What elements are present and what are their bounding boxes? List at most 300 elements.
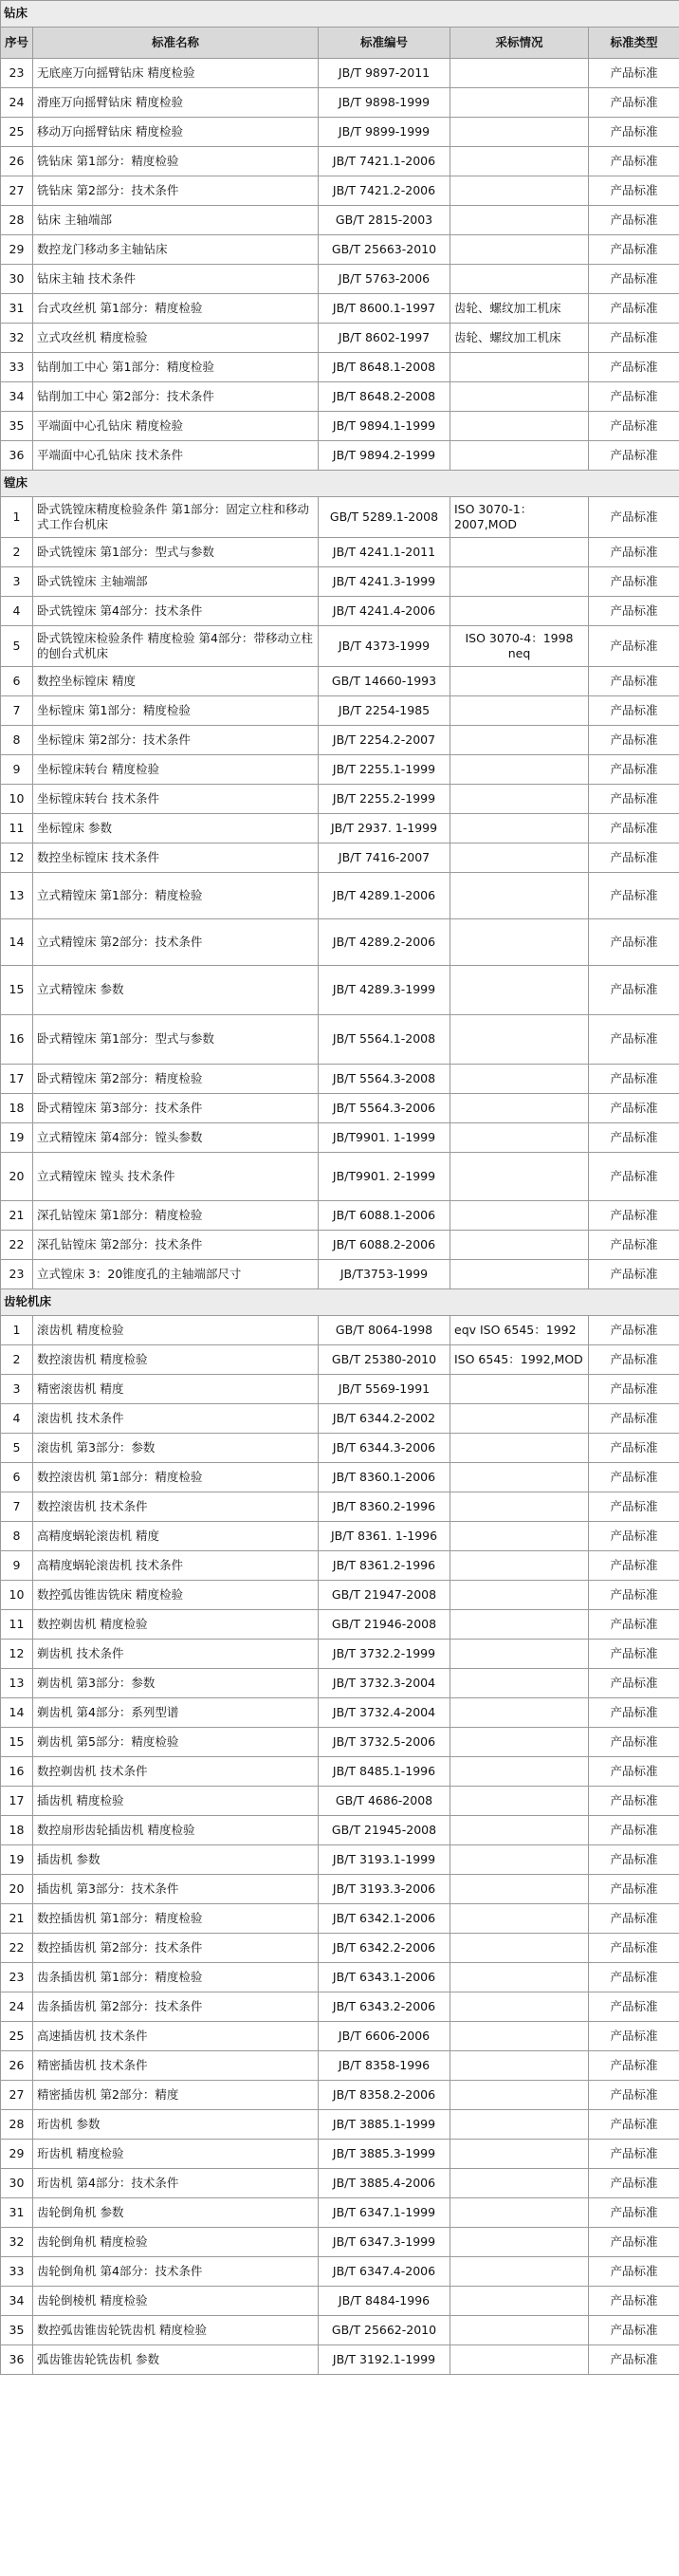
standard-type-cell: 产品标准 xyxy=(589,919,679,966)
column-header: 采标情况 xyxy=(450,28,589,59)
row-number-cell: 10 xyxy=(1,1581,33,1610)
adoption-cell: ISO 3070-1：2007,MOD xyxy=(450,497,589,538)
adoption-cell xyxy=(450,118,589,147)
adoption-cell xyxy=(450,2257,589,2287)
row-number-cell: 13 xyxy=(1,873,33,919)
standard-name-cell: 数控弧齿锥齿轮铣齿机 精度检验 xyxy=(33,2316,319,2345)
standard-type-cell: 产品标准 xyxy=(589,235,679,265)
row-number-cell: 17 xyxy=(1,1065,33,1094)
standard-type-cell: 产品标准 xyxy=(589,785,679,814)
table-row xyxy=(1,2051,679,2081)
row-number-cell: 26 xyxy=(1,2051,33,2081)
standard-name-cell: 齿轮倒角机 参数 xyxy=(33,2198,319,2228)
standard-name-cell: 齿轮倒角机 精度检验 xyxy=(33,2228,319,2257)
standard-type-cell: 产品标准 xyxy=(589,1992,679,2022)
standard-type-cell: 产品标准 xyxy=(589,755,679,785)
standard-type-cell: 产品标准 xyxy=(589,1153,679,1201)
table-row xyxy=(1,538,679,567)
standard-code-cell: GB/T 2815-2003 xyxy=(319,206,450,235)
standard-type-cell: 产品标准 xyxy=(589,1316,679,1345)
standard-type-cell: 产品标准 xyxy=(589,1463,679,1492)
standard-type-cell: 产品标准 xyxy=(589,873,679,919)
adoption-cell xyxy=(450,1015,589,1065)
adoption-cell xyxy=(450,441,589,471)
standard-code-cell: JB/T 3732.4-2004 xyxy=(319,1698,450,1728)
standard-name-cell: 立式攻丝机 精度检验 xyxy=(33,324,319,353)
row-number-cell: 19 xyxy=(1,1845,33,1875)
row-number-cell: 17 xyxy=(1,1787,33,1816)
standard-name-cell: 平端面中心孔钻床 精度检验 xyxy=(33,412,319,441)
standard-code-cell: JB/T 2255.2-1999 xyxy=(319,785,450,814)
row-number-cell: 30 xyxy=(1,2169,33,2198)
adoption-cell xyxy=(450,1963,589,1992)
standard-type-cell: 产品标准 xyxy=(589,1757,679,1787)
section-title: 镗床 xyxy=(1,471,679,497)
row-number-cell: 5 xyxy=(1,626,33,667)
standard-code-cell: JB/T 6344.3-2006 xyxy=(319,1434,450,1463)
standard-type-cell: 产品标准 xyxy=(589,2051,679,2081)
standard-code-cell: GB/T 21946-2008 xyxy=(319,1610,450,1640)
standard-type-cell: 产品标准 xyxy=(589,1669,679,1698)
standard-code-cell: JB/T 8600.1-1997 xyxy=(319,294,450,324)
table-row xyxy=(1,1434,679,1463)
standard-name-cell: 卧式铣镗床 主轴端部 xyxy=(33,567,319,597)
column-header: 标准编号 xyxy=(319,28,450,59)
standard-code-cell: JB/T 5564.3-2008 xyxy=(319,1065,450,1094)
table-row xyxy=(1,1375,679,1404)
table-row xyxy=(1,2140,679,2169)
standard-code-cell: JB/T 8361. 1-1996 xyxy=(319,1522,450,1551)
standard-name-cell: 卧式铣镗床精度检验条件 第1部分：固定立柱和移动式工作台机床 xyxy=(33,497,319,538)
standard-type-cell: 产品标准 xyxy=(589,1522,679,1551)
standard-code-cell: JB/T3753-1999 xyxy=(319,1260,450,1289)
adoption-cell xyxy=(450,2287,589,2316)
standard-name-cell: 台式攻丝机 第1部分：精度检验 xyxy=(33,294,319,324)
standard-type-cell: 产品标准 xyxy=(589,147,679,176)
adoption-cell xyxy=(450,1522,589,1551)
standard-type-cell: 产品标准 xyxy=(589,1065,679,1094)
standard-code-cell: JB/T 6344.2-2002 xyxy=(319,1404,450,1434)
standard-type-cell: 产品标准 xyxy=(589,497,679,538)
row-number-cell: 1 xyxy=(1,1316,33,1345)
standard-type-cell: 产品标准 xyxy=(589,206,679,235)
standard-code-cell: JB/T 3732.2-1999 xyxy=(319,1640,450,1669)
standard-type-cell: 产品标准 xyxy=(589,1094,679,1123)
standard-name-cell: 齿条插齿机 第2部分：技术条件 xyxy=(33,1992,319,2022)
standard-code-cell: JB/T 9898-1999 xyxy=(319,88,450,118)
standard-code-cell: JB/T 4289.3-1999 xyxy=(319,966,450,1015)
standard-name-cell: 立式镗床 3：20锥度孔的主轴端部尺寸 xyxy=(33,1260,319,1289)
standard-name-cell: 无底座万向摇臂钻床 精度检验 xyxy=(33,59,319,88)
standard-code-cell: JB/T 3885.4-2006 xyxy=(319,2169,450,2198)
standard-name-cell: 剃齿机 第4部分：系列型谱 xyxy=(33,1698,319,1728)
adoption-cell xyxy=(450,2228,589,2257)
adoption-cell xyxy=(450,1094,589,1123)
table-row xyxy=(1,118,679,147)
row-number-cell: 18 xyxy=(1,1094,33,1123)
standard-name-cell: 珩齿机 精度检验 xyxy=(33,2140,319,2169)
standard-code-cell: JB/T 8358-1996 xyxy=(319,2051,450,2081)
standard-name-cell: 钻削加工中心 第2部分：技术条件 xyxy=(33,382,319,412)
standard-name-cell: 坐标镗床 参数 xyxy=(33,814,319,843)
table-row xyxy=(1,1551,679,1581)
adoption-cell xyxy=(450,755,589,785)
adoption-cell xyxy=(450,1728,589,1757)
standard-type-cell: 产品标准 xyxy=(589,843,679,873)
standard-type-cell: 产品标准 xyxy=(589,353,679,382)
standard-name-cell: 立式精镗床 第1部分：精度检验 xyxy=(33,873,319,919)
standard-code-cell: JB/T 4241.1-2011 xyxy=(319,538,450,567)
standard-code-cell: GB/T 14660-1993 xyxy=(319,667,450,696)
table-row xyxy=(1,441,679,471)
standard-name-cell: 滚齿机 技术条件 xyxy=(33,1404,319,1434)
adoption-cell: eqv ISO 6545：1992 xyxy=(450,1316,589,1345)
standard-code-cell: JB/T 6347.1-1999 xyxy=(319,2198,450,2228)
row-number-cell: 18 xyxy=(1,1816,33,1845)
adoption-cell xyxy=(450,597,589,626)
adoption-cell xyxy=(450,2140,589,2169)
standard-type-cell: 产品标准 xyxy=(589,1492,679,1522)
row-number-cell: 35 xyxy=(1,412,33,441)
standard-name-cell: 精密滚齿机 精度 xyxy=(33,1375,319,1404)
standard-type-cell: 产品标准 xyxy=(589,667,679,696)
table-row xyxy=(1,2257,679,2287)
row-number-cell: 28 xyxy=(1,206,33,235)
standard-code-cell: JB/T 3193.1-1999 xyxy=(319,1845,450,1875)
row-number-cell: 26 xyxy=(1,147,33,176)
standard-name-cell: 数控扇形齿轮插齿机 精度检验 xyxy=(33,1816,319,1845)
adoption-cell xyxy=(450,567,589,597)
row-number-cell: 25 xyxy=(1,118,33,147)
standard-type-cell: 产品标准 xyxy=(589,2287,679,2316)
table-row xyxy=(1,1698,679,1728)
adoption-cell xyxy=(450,1260,589,1289)
adoption-cell xyxy=(450,1934,589,1963)
standard-type-cell: 产品标准 xyxy=(589,1963,679,1992)
standard-name-cell: 数控龙门移动多主轴钻床 xyxy=(33,235,319,265)
table-row xyxy=(1,382,679,412)
adoption-cell xyxy=(450,2198,589,2228)
standard-code-cell: JB/T 6342.2-2006 xyxy=(319,1934,450,1963)
adoption-cell xyxy=(450,1875,589,1904)
adoption-cell xyxy=(450,1492,589,1522)
adoption-cell xyxy=(450,1463,589,1492)
row-number-cell: 16 xyxy=(1,1015,33,1065)
table-row xyxy=(1,597,679,626)
adoption-cell xyxy=(450,2110,589,2140)
standard-code-cell: JB/T 8358.2-2006 xyxy=(319,2081,450,2110)
standard-code-cell: JB/T 4241.3-1999 xyxy=(319,567,450,597)
standard-name-cell: 滑座万向摇臂钻床 精度检验 xyxy=(33,88,319,118)
standard-name-cell: 滚齿机 精度检验 xyxy=(33,1316,319,1345)
row-number-cell: 11 xyxy=(1,1610,33,1640)
adoption-cell xyxy=(450,382,589,412)
standard-code-cell: JB/T 6347.4-2006 xyxy=(319,2257,450,2287)
standard-name-cell: 立式精镗床 参数 xyxy=(33,966,319,1015)
standard-name-cell: 剃齿机 第3部分：参数 xyxy=(33,1669,319,1698)
standard-name-cell: 坐标镗床 第1部分：精度检验 xyxy=(33,696,319,726)
standard-code-cell: JB/T 4289.1-2006 xyxy=(319,873,450,919)
table-row xyxy=(1,567,679,597)
standard-name-cell: 插齿机 参数 xyxy=(33,1845,319,1875)
table-row xyxy=(1,1934,679,1963)
adoption-cell xyxy=(450,176,589,206)
adoption-cell xyxy=(450,1434,589,1463)
standard-code-cell: JB/T 2937. 1-1999 xyxy=(319,814,450,843)
table-row xyxy=(1,696,679,726)
row-number-cell: 21 xyxy=(1,1904,33,1934)
standard-code-cell: JB/T 3193.3-2006 xyxy=(319,1875,450,1904)
adoption-cell: 齿轮、螺纹加工机床 xyxy=(450,324,589,353)
row-number-cell: 15 xyxy=(1,966,33,1015)
standard-name-cell: 卧式铣镗床检验条件 精度检验 第4部分：带移动立柱的刨台式机床 xyxy=(33,626,319,667)
standard-type-cell: 产品标准 xyxy=(589,2140,679,2169)
row-number-cell: 3 xyxy=(1,567,33,597)
standards-table-body xyxy=(1,1,679,2375)
standard-code-cell: GB/T 21945-2008 xyxy=(319,1816,450,1845)
row-number-cell: 11 xyxy=(1,814,33,843)
adoption-cell xyxy=(450,814,589,843)
standard-type-cell: 产品标准 xyxy=(589,567,679,597)
standard-code-cell: JB/T 2255.1-1999 xyxy=(319,755,450,785)
standard-type-cell: 产品标准 xyxy=(589,265,679,294)
standard-name-cell: 铣钻床 第1部分：精度检验 xyxy=(33,147,319,176)
row-number-cell: 23 xyxy=(1,1260,33,1289)
row-number-cell: 5 xyxy=(1,1434,33,1463)
standard-code-cell: JB/T 9894.1-1999 xyxy=(319,412,450,441)
row-number-cell: 14 xyxy=(1,919,33,966)
table-row xyxy=(1,1757,679,1787)
row-number-cell: 9 xyxy=(1,755,33,785)
standard-code-cell: JB/T 5763-2006 xyxy=(319,265,450,294)
adoption-cell xyxy=(450,235,589,265)
table-row xyxy=(1,294,679,324)
standard-type-cell: 产品标准 xyxy=(589,1375,679,1404)
row-number-cell: 29 xyxy=(1,2140,33,2169)
adoption-cell xyxy=(450,1698,589,1728)
table-row xyxy=(1,1015,679,1065)
table-row xyxy=(1,147,679,176)
adoption-cell xyxy=(450,1845,589,1875)
standard-type-cell: 产品标准 xyxy=(589,2316,679,2345)
table-row xyxy=(1,2081,679,2110)
table-row xyxy=(1,1231,679,1260)
table-row xyxy=(1,814,679,843)
standard-name-cell: 钻床主轴 技术条件 xyxy=(33,265,319,294)
table-row xyxy=(1,755,679,785)
table-row xyxy=(1,1463,679,1492)
row-number-cell: 15 xyxy=(1,1728,33,1757)
standard-code-cell: JB/T 8602-1997 xyxy=(319,324,450,353)
table-row xyxy=(1,497,679,538)
standard-code-cell: JB/T9901. 1-1999 xyxy=(319,1123,450,1153)
standard-type-cell: 产品标准 xyxy=(589,1904,679,1934)
table-row xyxy=(1,1963,679,1992)
standard-code-cell: GB/T 21947-2008 xyxy=(319,1581,450,1610)
row-number-cell: 19 xyxy=(1,1123,33,1153)
adoption-cell xyxy=(450,873,589,919)
table-row xyxy=(1,2022,679,2051)
table-row xyxy=(1,873,679,919)
standard-name-cell: 剃齿机 第5部分：精度检验 xyxy=(33,1728,319,1757)
column-header: 标准类型 xyxy=(589,28,679,59)
standard-type-cell: 产品标准 xyxy=(589,412,679,441)
standard-name-cell: 齿轮倒棱机 精度检验 xyxy=(33,2287,319,2316)
standard-code-cell: JB/T 4373-1999 xyxy=(319,626,450,667)
adoption-cell xyxy=(450,1123,589,1153)
standard-name-cell: 插齿机 第3部分：技术条件 xyxy=(33,1875,319,1904)
standard-type-cell: 产品标准 xyxy=(589,1875,679,1904)
section-header-row xyxy=(1,1289,679,1316)
adoption-cell xyxy=(450,1904,589,1934)
standard-name-cell: 钻床 主轴端部 xyxy=(33,206,319,235)
table-row xyxy=(1,1522,679,1551)
standard-code-cell: JB/T 3192.1-1999 xyxy=(319,2345,450,2375)
table-row xyxy=(1,265,679,294)
standard-type-cell: 产品标准 xyxy=(589,1845,679,1875)
row-number-cell: 23 xyxy=(1,59,33,88)
adoption-cell xyxy=(450,1153,589,1201)
standard-name-cell: 数控插齿机 第2部分：技术条件 xyxy=(33,1934,319,1963)
adoption-cell xyxy=(450,1816,589,1845)
table-row xyxy=(1,1201,679,1231)
adoption-cell xyxy=(450,1787,589,1816)
standard-type-cell: 产品标准 xyxy=(589,324,679,353)
table-row xyxy=(1,1904,679,1934)
standard-code-cell: JB/T 6343.2-2006 xyxy=(319,1992,450,2022)
standard-code-cell: GB/T 25380-2010 xyxy=(319,1345,450,1375)
standard-name-cell: 坐标镗床 第2部分：技术条件 xyxy=(33,726,319,755)
adoption-cell xyxy=(450,2081,589,2110)
table-row xyxy=(1,667,679,696)
standard-name-cell: 卧式铣镗床 第1部分：型式与参数 xyxy=(33,538,319,567)
standard-type-cell: 产品标准 xyxy=(589,1816,679,1845)
standard-name-cell: 弧齿锥齿轮铣齿机 参数 xyxy=(33,2345,319,2375)
standard-code-cell: JB/T 6342.1-2006 xyxy=(319,1904,450,1934)
row-number-cell: 31 xyxy=(1,2198,33,2228)
adoption-cell xyxy=(450,2022,589,2051)
standard-type-cell: 产品标准 xyxy=(589,441,679,471)
standard-name-cell: 卧式铣镗床 第4部分：技术条件 xyxy=(33,597,319,626)
standard-type-cell: 产品标准 xyxy=(589,2257,679,2287)
table-row xyxy=(1,2169,679,2198)
row-number-cell: 27 xyxy=(1,176,33,206)
row-number-cell: 14 xyxy=(1,1698,33,1728)
standard-type-cell: 产品标准 xyxy=(589,1698,679,1728)
standard-type-cell: 产品标准 xyxy=(589,1260,679,1289)
row-number-cell: 33 xyxy=(1,2257,33,2287)
adoption-cell xyxy=(450,1375,589,1404)
standard-code-cell: JB/T 5569-1991 xyxy=(319,1375,450,1404)
row-number-cell: 32 xyxy=(1,324,33,353)
table-row xyxy=(1,1640,679,1669)
row-number-cell: 12 xyxy=(1,1640,33,1669)
adoption-cell xyxy=(450,538,589,567)
adoption-cell xyxy=(450,726,589,755)
standard-name-cell: 数控滚齿机 技术条件 xyxy=(33,1492,319,1522)
table-row xyxy=(1,1153,679,1201)
standard-name-cell: 数控坐标镗床 技术条件 xyxy=(33,843,319,873)
table-row xyxy=(1,1610,679,1640)
table-row xyxy=(1,1123,679,1153)
standard-name-cell: 铣钻床 第2部分：技术条件 xyxy=(33,176,319,206)
standard-type-cell: 产品标准 xyxy=(589,597,679,626)
standard-code-cell: JB/T 7421.2-2006 xyxy=(319,176,450,206)
row-number-cell: 24 xyxy=(1,1992,33,2022)
table-row xyxy=(1,843,679,873)
row-number-cell: 24 xyxy=(1,88,33,118)
standard-type-cell: 产品标准 xyxy=(589,1640,679,1669)
adoption-cell xyxy=(450,1757,589,1787)
standard-code-cell: JB/T9901. 2-1999 xyxy=(319,1153,450,1201)
adoption-cell xyxy=(450,1201,589,1231)
standard-type-cell: 产品标准 xyxy=(589,626,679,667)
standard-code-cell: JB/T 9897-2011 xyxy=(319,59,450,88)
standard-code-cell: JB/T 8360.1-2006 xyxy=(319,1463,450,1492)
table-row xyxy=(1,1345,679,1375)
table-row xyxy=(1,1065,679,1094)
adoption-cell: 齿轮、螺纹加工机床 xyxy=(450,294,589,324)
standard-code-cell: JB/T 6088.2-2006 xyxy=(319,1231,450,1260)
standard-type-cell: 产品标准 xyxy=(589,1728,679,1757)
standard-type-cell: 产品标准 xyxy=(589,1345,679,1375)
standard-name-cell: 立式精镗床 第4部分：镗头参数 xyxy=(33,1123,319,1153)
standard-code-cell: JB/T 6343.1-2006 xyxy=(319,1963,450,1992)
adoption-cell xyxy=(450,2316,589,2345)
table-row xyxy=(1,1845,679,1875)
table-row xyxy=(1,235,679,265)
table-row xyxy=(1,1992,679,2022)
standard-type-cell: 产品标准 xyxy=(589,2345,679,2375)
standard-name-cell: 高精度蜗轮滚齿机 技术条件 xyxy=(33,1551,319,1581)
standard-name-cell: 高精度蜗轮滚齿机 精度 xyxy=(33,1522,319,1551)
table-row xyxy=(1,412,679,441)
standard-type-cell: 产品标准 xyxy=(589,1231,679,1260)
standard-name-cell: 精密插齿机 第2部分：精度 xyxy=(33,2081,319,2110)
column-header: 标准名称 xyxy=(33,28,319,59)
standard-type-cell: 产品标准 xyxy=(589,2081,679,2110)
row-number-cell: 1 xyxy=(1,497,33,538)
adoption-cell xyxy=(450,1065,589,1094)
row-number-cell: 27 xyxy=(1,2081,33,2110)
standard-name-cell: 坐标镗床转台 精度检验 xyxy=(33,755,319,785)
standard-code-cell: GB/T 5289.1-2008 xyxy=(319,497,450,538)
row-number-cell: 35 xyxy=(1,2316,33,2345)
adoption-cell: ISO 6545：1992,MOD xyxy=(450,1345,589,1375)
row-number-cell: 7 xyxy=(1,1492,33,1522)
section-header-row xyxy=(1,1,679,28)
standard-code-cell: JB/T 3732.5-2006 xyxy=(319,1728,450,1757)
adoption-cell xyxy=(450,1551,589,1581)
adoption-cell xyxy=(450,2345,589,2375)
standard-type-cell: 产品标准 xyxy=(589,382,679,412)
standard-type-cell: 产品标准 xyxy=(589,1581,679,1610)
row-number-cell: 2 xyxy=(1,538,33,567)
standard-code-cell: GB/T 25663-2010 xyxy=(319,235,450,265)
row-number-cell: 2 xyxy=(1,1345,33,1375)
standard-type-cell: 产品标准 xyxy=(589,1123,679,1153)
standard-name-cell: 剃齿机 技术条件 xyxy=(33,1640,319,1669)
adoption-cell xyxy=(450,1610,589,1640)
adoption-cell: ISO 3070-4：1998 neq xyxy=(450,626,589,667)
row-number-cell: 20 xyxy=(1,1875,33,1904)
standard-code-cell: JB/T 6347.3-1999 xyxy=(319,2228,450,2257)
standard-type-cell: 产品标准 xyxy=(589,176,679,206)
table-row xyxy=(1,206,679,235)
adoption-cell xyxy=(450,667,589,696)
standard-type-cell: 产品标准 xyxy=(589,1404,679,1434)
standard-name-cell: 珩齿机 参数 xyxy=(33,2110,319,2140)
